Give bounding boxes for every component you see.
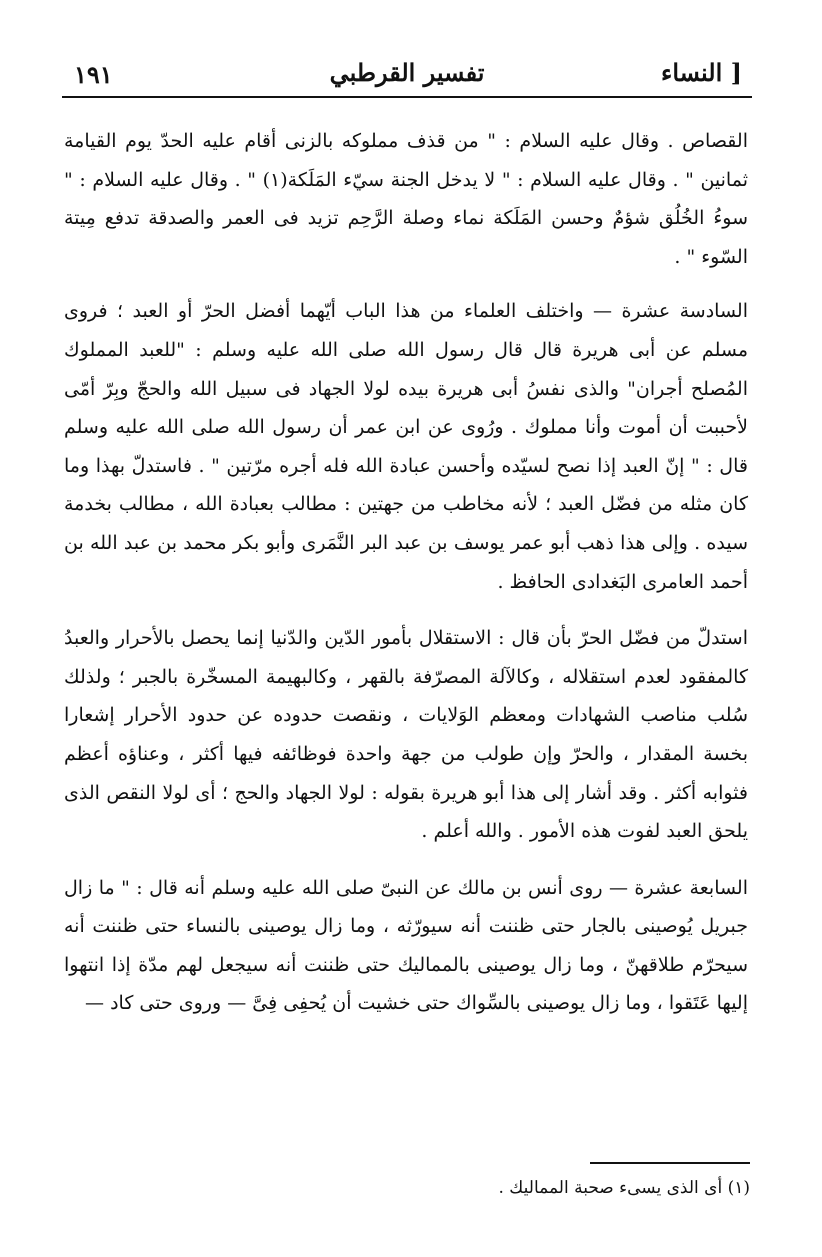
header-divider xyxy=(62,96,752,98)
paragraph-seventeenth: السابعة عشرة — روى أنس بن مالك عن النبىّ صلى الله عليه وسلم أنه قال : " ما زال جبريل يُوصينى بالجار حتى ظننت أنه سيورّثه ، وما زال يوصينى بالنساء حتى ظننت أنه سيحرّم طلاقهنّ ، وما زال يوصينى بالمماليك حتى ظننت أنه سيجعل لهم مدّة إذا انتهوا إليها عَتَقوا ، وما زال يوصينى بالسِّواك حتى خشيت أن يُحفِى فِىَّ — وروى حتى كاد — xyxy=(64,876,748,1015)
footnote-divider xyxy=(590,1162,750,1164)
paragraph-qisas: القصاص . وقال عليه السلام : " من قذف مملوكه بالزنى أقام عليه الحدّ يوم القيامة ثمانين " . وقال عليه السلام : " لا يدخل الجنة سيّء المَلَكة(١) " . وقال عليه السلام : " سوءُ الخُلُق شؤمٌ وحسن المَلَكة نماء وصلة الرَّحِم تزيد فى العمر والصدقة تدفع مِيتة السّوء " . xyxy=(64,130,748,268)
running-title: تفسير القرطبي xyxy=(329,58,485,87)
main-text xyxy=(64,122,748,1023)
page-header xyxy=(62,56,752,94)
paragraph-sixteenth: السادسة عشرة — واختلف العلماء من هذا الباب أيّهما أفضل الحرّ أو العبد ؛ فروى مسلم عن أبى هريرة قال قال رسول الله صلى الله عليه وسلم : "للعبد المملوك المُصلح أجران" والذى نفسُ أبى هريرة بيده لولا الجهاد فى سبيل الله والحجّ وبِرّ أمّى لأحببت أن أموت وأنا مملوك . ورُوى عن ابن عمر أن رسول الله صلى الله عليه وسلم قال : " إنّ العبد إذا نصح لسيّده وأحسن عبادة الله فله أجره مرّتين " . فاستدلّ بهذا وما كان مثله من فضّل العبد ؛ لأنه مخاطب من جهتين : مطالب بعبادة الله ، مطالب بخدمة سيده . وإلى هذا ذهب أبو عمر يوسف بن عبد البر النَّمَرى وأبو بكر محمد بن عبد الله بن أحمد العامرى البَغدادى الحافظ . xyxy=(64,300,748,593)
page-number: ١٩١ xyxy=(74,60,113,89)
surah-name: النساء ] xyxy=(661,58,742,87)
footnote: (١) أى الذى يسىء صحبة المماليك . xyxy=(498,1178,750,1198)
paragraph-free-man-argument: استدلّ من فضّل الحرّ بأن قال : الاستقلال بأمور الدّين والدّنيا إنما يحصل بالأحرار والعبدُ كالمفقود لعدم استقلاله ، وكالآلة المصرّفة بالقهر ، وكالبهيمة المسخّرة بالجبر ؛ ولذلك سُلب مناصب الشهادات ومعظم الوَلايات ، ونقصت حدوده عن حدود الأحرار إشعارا بخسة المقدار ، والحرّ وإن طولب من جهة واحدة فوظائفه فيها أكثر ، وعناؤه أعظم فثوابه أكثر . وقد أشار إلى هذا أبو هريرة بقوله : لولا الجهاد والحج ؛ أى لولا النقص الذى يلحق العبد لفوت هذه الأمور . والله أعلم . xyxy=(64,627,748,843)
